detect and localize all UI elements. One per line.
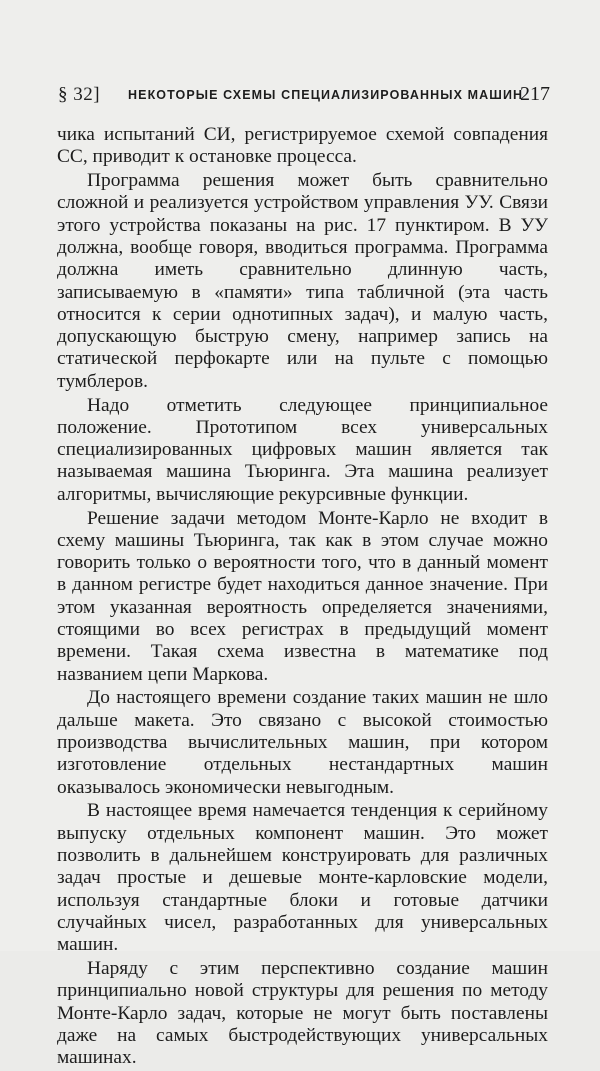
section-number: § 32] — [58, 84, 101, 105]
running-head — [58, 84, 550, 108]
body-text — [57, 124, 548, 1071]
paragraph-prototype-cost: До настоящего времени создание таких машин не шло дальше макета. Это связано с высокой стоимостью производства вычислительных машин, при котором изготовление отдельных нестандартных машин оказывалось экономически невыгодным. — [57, 687, 548, 798]
paragraph-program: Программа решения может быть сравнительно сложной и реализуется устройством управления УУ. Связи этого устройства показаны на рис. 17 пунктиром. В УУ должна, вообще говоря, вводиться программа. Программа должна иметь сравнительно длинную часть, записываемую в «памяти» типа табличной (эта часть относится к серии однотипных задач), и малую часть, допускающую быструю смену, например запись на статической перфокарте или на пульте с помощью тумблеров. — [57, 170, 548, 392]
paragraph-new-structure: Наряду с этим перспективно создание машин принципиально новой структуры для решения по методу Монте-Карло задач, которые не могут быть поставлены даже на самых быстродействующих универсальных машинах. — [57, 957, 548, 1069]
paragraph-monte-carlo: Решение задачи методом Монте-Карло не входит в схему машины Тьюринга, так как в этом случае можно говорить только о вероятности того, что в данный момент в данном регистре будет находиться данное значение. При этом указанная вероятность определяется значениями, стоящими во всех регистрах в предыдущий момент времени. Такая схема известна в математике под названием цепи Маркова. — [57, 507, 548, 685]
chapter-title: НЕКОТОРЫЕ СХЕМЫ СПЕЦИАЛИЗИРОВАННЫХ МАШИН — [128, 88, 524, 102]
paragraph-turing-machine: Надо отметить следующее принципиальное положение. Прототипом всех универсальных специализированных цифровых машин является так называемая машина Тьюринга. Эта машина реализует алгоритмы, вычисляющие рекурсивные функции. — [57, 394, 548, 505]
page-number: 217 — [520, 83, 550, 105]
paragraph-continuation: чика испытаний СИ, регистрируемое схемой совпадения СС, приводит к остановке процесса. — [57, 124, 548, 168]
paragraph-serial-production: В настоящее время намечается тенденция к серийному выпуску отдельных компонент машин. Это может позволить в дальнейшем конструировать для различных задач простые и дешевые монте-карловские модели, используя стандартные блоки и готовые датчики случайных чисел, разработанных для универсальных машин. — [57, 800, 548, 956]
